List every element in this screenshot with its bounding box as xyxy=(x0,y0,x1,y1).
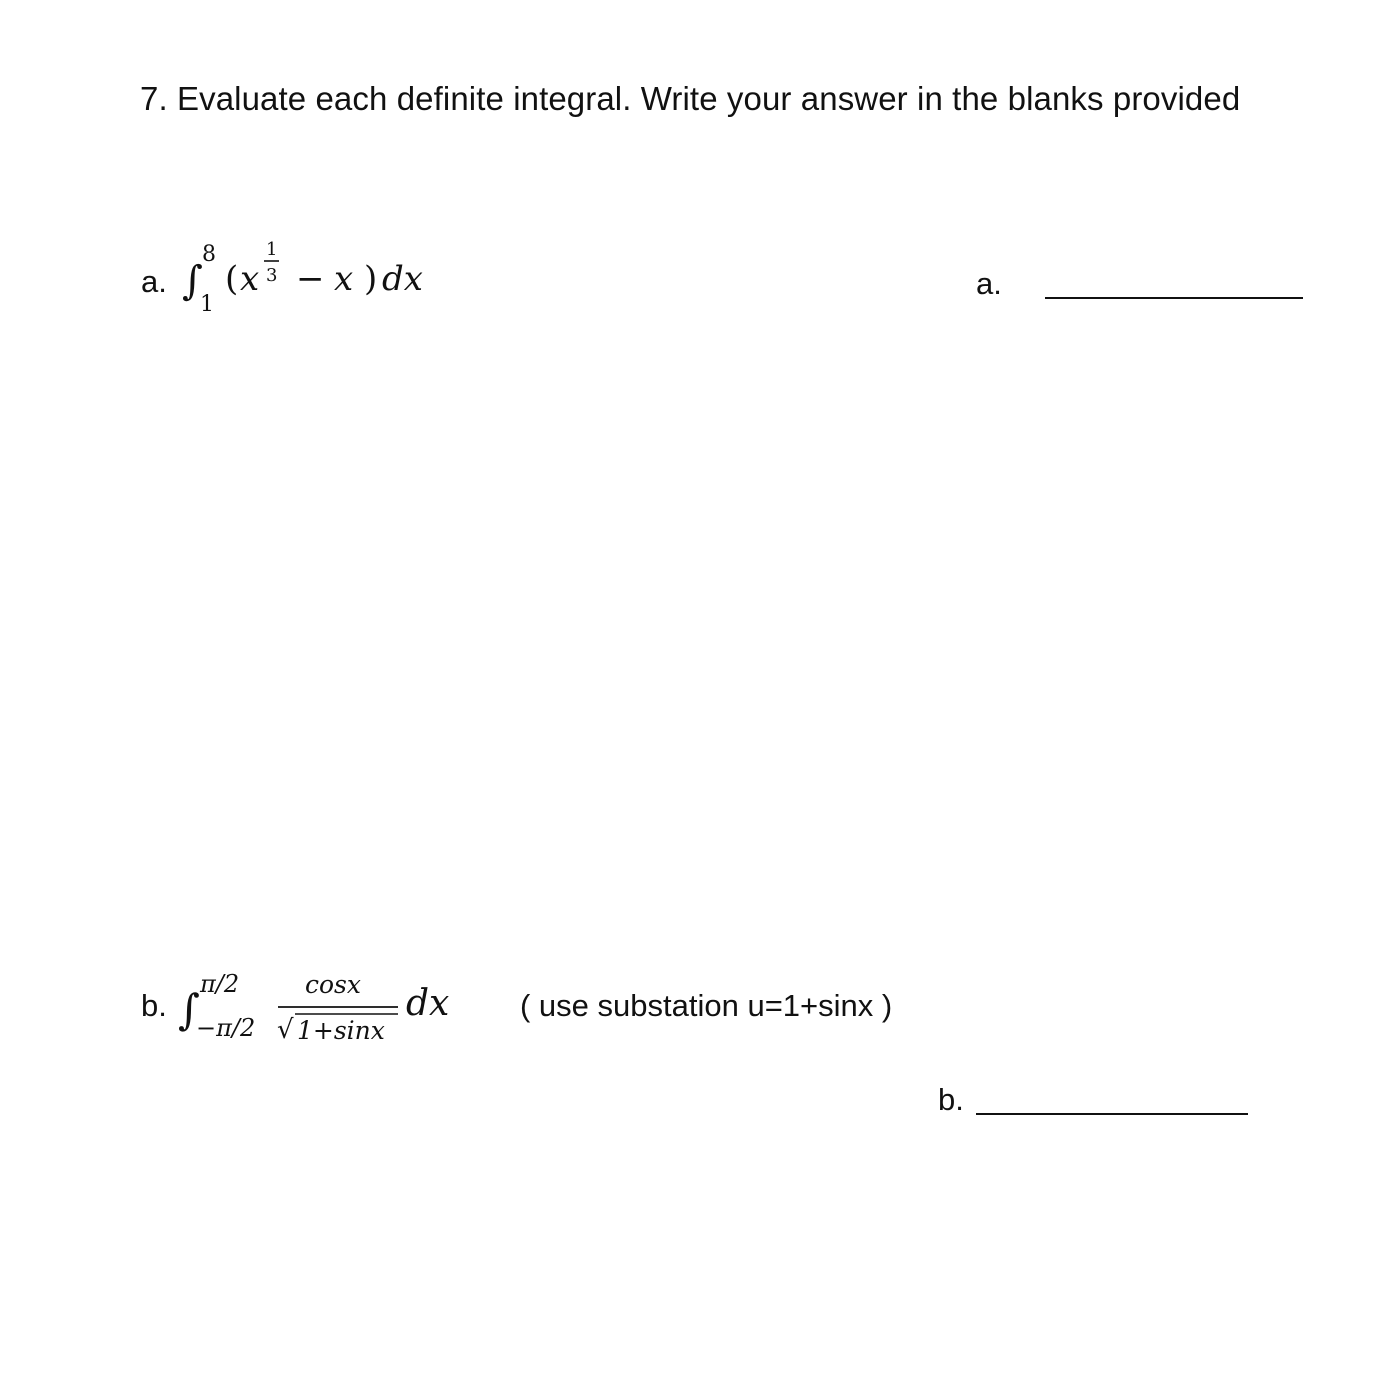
part-b-radical: √ xyxy=(277,1015,294,1045)
part-b-integral xyxy=(174,958,474,1054)
answer-b-blank[interactable] xyxy=(976,1113,1248,1115)
part-a-differential: dx xyxy=(382,259,423,299)
answer-b-label: b. xyxy=(938,1082,964,1117)
part-b-hint: ( use substation u=1+sinx ) xyxy=(520,988,893,1023)
part-b-lower-limit: −π/2 xyxy=(196,1014,256,1042)
answer-a-blank[interactable] xyxy=(1045,297,1303,299)
question-heading: 7. Evaluate each definite integral. Write your answer in the blanks provided xyxy=(140,80,1241,117)
part-b-denominator: 1+sinx xyxy=(297,1016,385,1045)
part-b-label: b. xyxy=(141,988,167,1023)
part-b-differential: dx xyxy=(406,983,450,1024)
part-a-subtracted-term: x xyxy=(334,259,354,299)
part-a-upper-limit: 8 xyxy=(202,242,216,267)
part-b-numerator: cosx xyxy=(305,970,361,999)
part-b-upper-limit: π/2 xyxy=(200,970,240,998)
part-a-integral xyxy=(178,228,448,318)
part-b-integral-sign: ∫ xyxy=(178,985,200,1034)
answer-a-label: a. xyxy=(976,266,1002,301)
part-a-close-paren: ) xyxy=(364,259,378,299)
part-a-integral-sign: ∫ xyxy=(182,258,203,304)
part-a-operator: − xyxy=(296,259,325,299)
part-a-base-variable: x xyxy=(240,259,260,299)
part-a-label: a. xyxy=(141,264,167,299)
part-a-open-paren: ( xyxy=(225,259,239,299)
part-a-exponent-numerator: 1 xyxy=(266,239,278,260)
part-a-lower-limit: 1 xyxy=(200,292,214,317)
part-a-exponent-denominator: 3 xyxy=(266,265,278,286)
